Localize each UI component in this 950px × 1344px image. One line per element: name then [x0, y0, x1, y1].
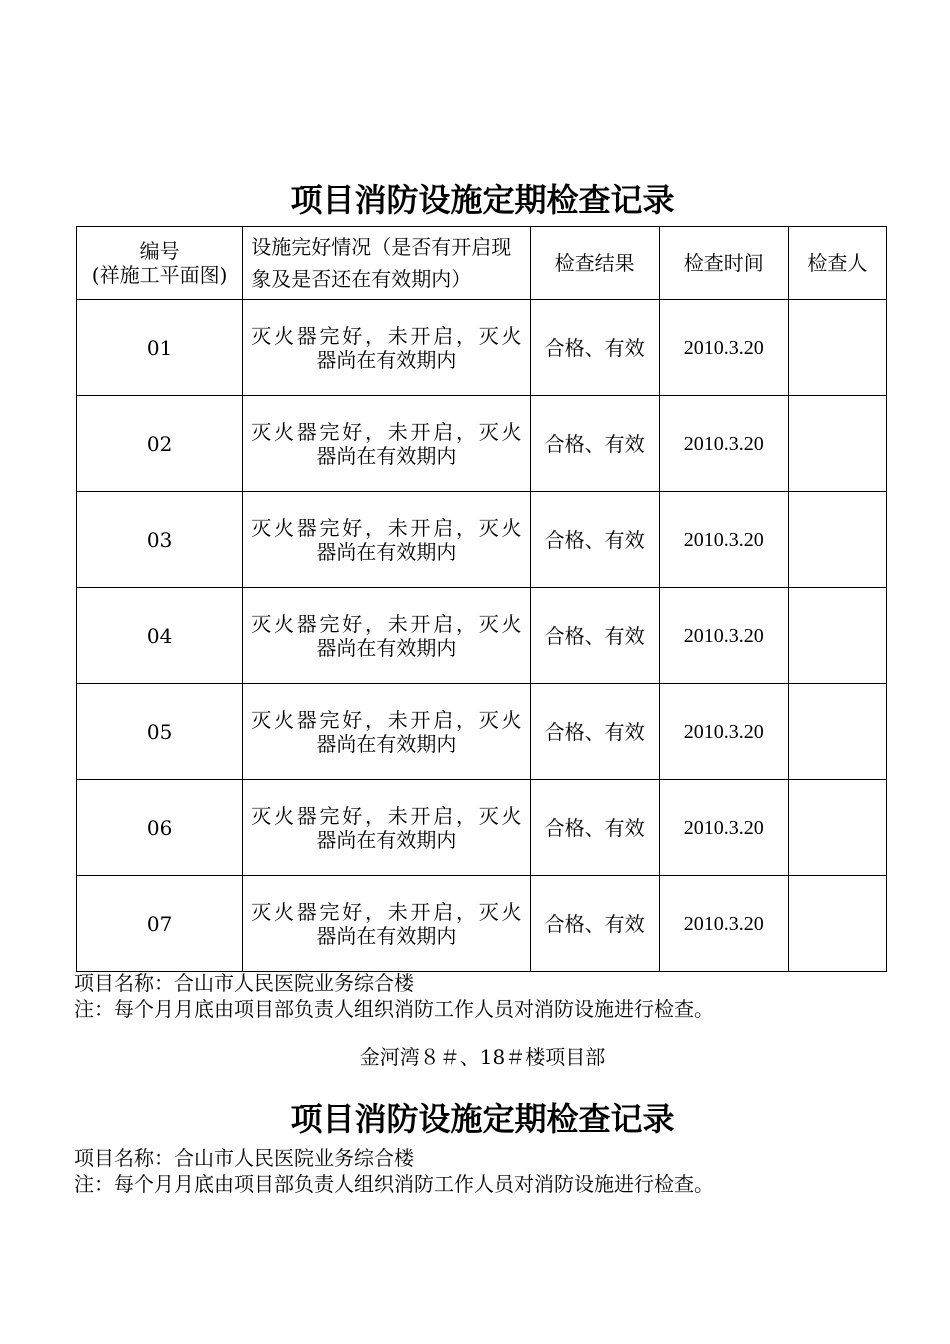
row-condition-line1: 灭火器完好，未开启，灭火	[251, 515, 522, 540]
row-condition-line2: 器尚在有效期内	[316, 635, 457, 660]
row-result: 合格、有效	[530, 876, 659, 972]
row-person	[788, 588, 886, 684]
row-condition-line1: 灭火器完好，未开启，灭火	[251, 323, 522, 348]
table-row	[77, 780, 887, 876]
row-person	[788, 300, 886, 396]
table-row	[77, 300, 887, 396]
row-condition	[243, 780, 530, 876]
row-id: 03	[77, 492, 243, 588]
row-condition	[243, 876, 530, 972]
row-condition-line2: 器尚在有效期内	[316, 347, 457, 372]
row-person	[788, 492, 886, 588]
header-id-line1: 编号	[139, 239, 180, 263]
table-row	[77, 684, 887, 780]
row-time: 2010.3.20	[659, 876, 788, 972]
row-time: 2010.3.20	[659, 300, 788, 396]
row-result: 合格、有效	[530, 588, 659, 684]
row-person	[788, 396, 886, 492]
row-time: 2010.3.20	[659, 396, 788, 492]
row-result: 合格、有效	[530, 780, 659, 876]
row-condition-line1: 灭火器完好，未开启，灭火	[251, 419, 522, 444]
row-condition-line2: 器尚在有效期内	[316, 443, 457, 468]
page-title-repeat: 项目消防设施定期检查记录	[290, 1100, 675, 1138]
inspection-note-repeat: 注：每个月月底由项目部负责人组织消防工作人员对消防设施进行检查。	[74, 1172, 714, 1196]
table-row	[77, 876, 887, 972]
table-header-row	[77, 227, 887, 300]
row-condition	[243, 588, 530, 684]
header-person: 检查人	[788, 227, 886, 300]
header-time: 检查时间	[659, 227, 788, 300]
header-id-line2: (祥施工平面图)	[91, 263, 228, 287]
table-row	[77, 588, 887, 684]
row-result: 合格、有效	[530, 300, 659, 396]
row-person	[788, 684, 886, 780]
header-id	[77, 227, 243, 300]
row-condition-line1: 灭火器完好，未开启，灭火	[251, 803, 522, 828]
header-result: 检查结果	[530, 227, 659, 300]
row-time: 2010.3.20	[659, 588, 788, 684]
row-time: 2010.3.20	[659, 780, 788, 876]
row-time: 2010.3.20	[659, 492, 788, 588]
row-condition	[243, 396, 530, 492]
row-time: 2010.3.20	[659, 684, 788, 780]
table-row	[77, 396, 887, 492]
row-id: 06	[77, 780, 243, 876]
row-condition-line1: 灭火器完好，未开启，灭火	[251, 611, 522, 636]
row-condition	[243, 300, 530, 396]
row-condition-line1: 灭火器完好，未开启，灭火	[251, 899, 522, 924]
inspection-note: 注：每个月月底由项目部负责人组织消防工作人员对消防设施进行检查。	[74, 997, 714, 1021]
department-name: 金河湾８＃、18＃楼项目部	[359, 1045, 606, 1069]
row-condition	[243, 684, 530, 780]
table-row	[77, 492, 887, 588]
row-id: 02	[77, 396, 243, 492]
row-condition-line2: 器尚在有效期内	[316, 539, 457, 564]
row-result: 合格、有效	[530, 492, 659, 588]
row-condition	[243, 492, 530, 588]
row-id: 01	[77, 300, 243, 396]
row-person	[788, 876, 886, 972]
row-condition-line1: 灭火器完好，未开启，灭火	[251, 707, 522, 732]
row-id: 04	[77, 588, 243, 684]
project-name-repeat: 项目名称：合山市人民医院业务综合楼	[74, 1146, 414, 1170]
page-title: 项目消防设施定期检查记录	[290, 181, 675, 219]
inspection-table	[76, 226, 887, 972]
project-name: 项目名称：合山市人民医院业务综合楼	[74, 971, 414, 995]
row-id: 07	[77, 876, 243, 972]
row-id: 05	[77, 684, 243, 780]
row-result: 合格、有效	[530, 684, 659, 780]
row-person	[788, 780, 886, 876]
row-result: 合格、有效	[530, 396, 659, 492]
row-condition-line2: 器尚在有效期内	[316, 731, 457, 756]
header-condition: 设施完好情况（是否有开启现象及是否还在有效期内）	[243, 227, 530, 300]
row-condition-line2: 器尚在有效期内	[316, 827, 457, 852]
row-condition-line2: 器尚在有效期内	[316, 923, 457, 948]
